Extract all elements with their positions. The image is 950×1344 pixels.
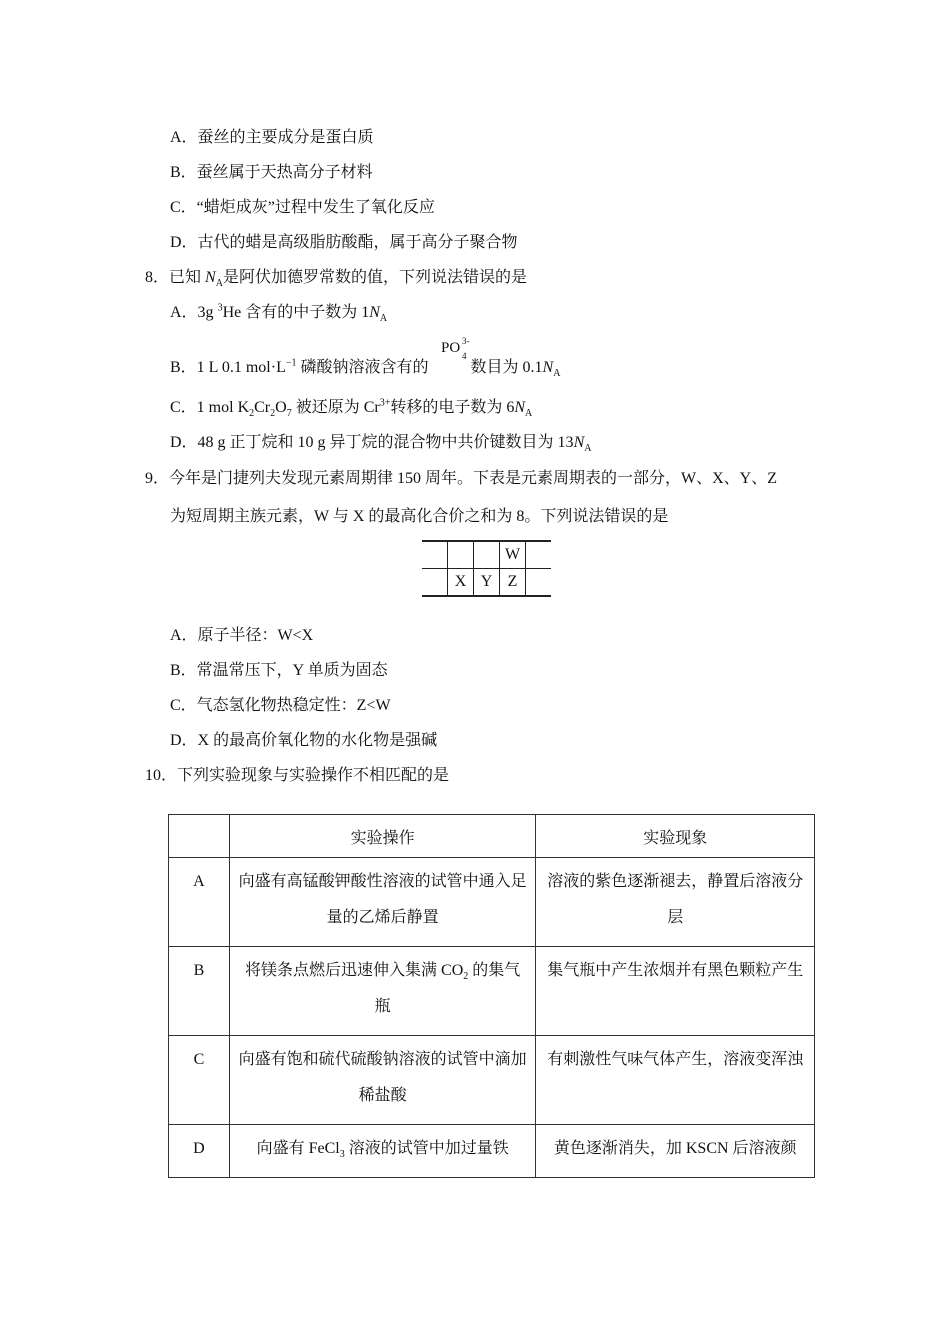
pt-cell	[422, 569, 448, 597]
q8-c-sub: A	[525, 408, 533, 420]
pt-cell-w: W	[500, 541, 526, 569]
pt-cell	[448, 541, 474, 569]
q7-option-d: D．古代的蜡是高级脂肪酸酯，属于高分子聚合物	[170, 234, 518, 251]
q9-option-c: C．气态氢化物热稳定性：Z<W	[170, 697, 391, 714]
q7-option-c: C．“蜡炬成灰”过程中发生了氧化反应	[170, 199, 435, 216]
q8-c-p4: 被还原为 Cr	[291, 399, 380, 416]
table-row	[169, 858, 815, 947]
row-b-op-post: 的集气瓶	[374, 962, 521, 1015]
row-a-phenomenon: 溶液的紫色逐渐褪去，静置后溶液分层	[536, 858, 815, 947]
q7-option-a: A．蚕丝的主要成分是蛋白质	[170, 129, 374, 146]
row-a-operation: 向盛有高锰酸钾酸性溶液的试管中通入足量的乙烯后静置	[229, 858, 535, 947]
q8-c-n: N	[514, 399, 526, 416]
row-c-operation: 向盛有饱和硫代硫酸钠溶液的试管中滴加稀盐酸	[229, 1036, 535, 1125]
row-c-phenomenon: 有刺激性气味气体产生，溶液变浑浊	[536, 1036, 815, 1125]
pt-cell	[526, 541, 552, 569]
q8-a-mid: He 含有的中子数为 1	[222, 304, 370, 321]
q8-b-sub: A	[553, 368, 561, 380]
q8-d-pre: D．48 g 正丁烷和 10 g 异丁烷的混合物中共价键数目为 13	[170, 434, 574, 451]
row-b-op-sub: 2	[463, 971, 469, 983]
row-d-phenomenon: 黄色逐渐消失，加 KSCN 后溶液颜	[536, 1125, 815, 1178]
q8-na-symbol: N	[205, 269, 216, 286]
q8-c-s3: 7	[286, 408, 292, 420]
q9-option-a: A．原子半径：W<X	[170, 627, 314, 644]
row-b-op-pre: 将镁条点燃后迅速伸入集满 CO	[245, 962, 464, 979]
pt-cell-y: Y	[474, 569, 500, 597]
q8-stem-pre: 已知	[169, 269, 206, 286]
q10-stem-text: 下列实验现象与实验操作不相匹配的是	[177, 767, 450, 784]
q8-c-sup: 3+	[379, 397, 391, 409]
pt-cell	[422, 541, 448, 569]
row-d-op-pre: 向盛有 FeCl	[256, 1140, 340, 1157]
phosphate-ion	[441, 336, 470, 361]
experiment-table	[168, 814, 815, 1178]
table-row	[169, 947, 815, 1036]
q8-b-mid: 磷酸钠溶液含有的	[296, 359, 429, 376]
q9-stem1: 今年是门捷列夫发现元素周期律 150 周年。下表是元素周期表的一部分，W、X、Y、Z	[169, 470, 778, 487]
q8-c-p3: O	[275, 399, 287, 416]
q8-a-sub: A	[379, 313, 388, 325]
pt-cell	[474, 541, 500, 569]
q10-stem	[145, 766, 449, 786]
q8-na-sub: A	[215, 278, 223, 290]
q8-b-sup: −1	[285, 357, 297, 369]
row-label-d: D	[169, 1125, 230, 1178]
row-d-operation	[229, 1125, 535, 1178]
row-b-phenomenon: 集气瓶中产生浓烟并有黑色颗粒产生	[536, 947, 815, 1036]
phosphate-ion-sub: 4	[462, 351, 467, 361]
pt-cell-x: X	[448, 569, 474, 597]
table-header-phenomenon: 实验现象	[536, 815, 815, 858]
row-d-op-post: 溶液的试管中加过量铁	[344, 1140, 509, 1157]
q8-option-b	[170, 358, 560, 378]
phosphate-ion-formula: PO	[441, 340, 461, 356]
q8-c-post: 转移的电子数为 6	[390, 399, 515, 416]
q8-c-pre: C．1 mol K	[170, 399, 250, 416]
q10-number: 10．	[145, 767, 178, 784]
q8-stem-post: 是阿伏加德罗常数的值，下列说法错误的是	[222, 269, 527, 286]
q8-c-s2: 2	[270, 408, 276, 420]
q8-stem	[145, 268, 527, 288]
q8-d-sub: A	[584, 443, 592, 455]
row-label-c: C	[169, 1036, 230, 1125]
q9-stem-line2: 为短周期主族元素，W 与 X 的最高化合价之和为 8。下列说法错误的是	[170, 508, 669, 525]
q9-stem-line1	[145, 469, 777, 489]
table-header-operation: 实验操作	[229, 815, 535, 858]
q8-a-n: N	[369, 304, 380, 321]
q8-option-c	[170, 398, 532, 418]
row-label-a: A	[169, 858, 230, 947]
q7-option-b: B．蚕丝属于天热高分子材料	[170, 164, 373, 181]
row-d-op-sub: 3	[339, 1149, 345, 1161]
q8-d-n: N	[573, 434, 585, 451]
q8-b-n: N	[542, 359, 554, 376]
periodic-table-fragment	[422, 540, 551, 597]
table-row	[169, 1036, 815, 1125]
q9-option-b: B．常温常压下，Y 单质为固态	[170, 662, 388, 679]
row-b-operation	[229, 947, 535, 1036]
phosphate-ion-charge: 3-	[462, 336, 470, 346]
table-header-blank	[169, 815, 230, 858]
q8-c-s1: 2	[249, 408, 255, 420]
q8-a-pre: A．3g	[170, 304, 218, 321]
q8-b-pre: B．1 L 0.1 mol·L	[170, 359, 286, 376]
q8-number: 8．	[145, 269, 170, 286]
q8-option-d	[170, 433, 591, 453]
pt-cell	[526, 569, 552, 597]
table-row	[169, 1125, 815, 1178]
q9-number: 9．	[145, 470, 170, 487]
row-label-b: B	[169, 947, 230, 1036]
q8-b-post: 数目为 0.1	[470, 359, 543, 376]
q8-a-sup: 3	[217, 302, 223, 314]
q8-c-p2: Cr	[254, 399, 271, 416]
pt-cell-z: Z	[500, 569, 526, 597]
q8-option-a	[170, 303, 387, 323]
q9-option-d: D．X 的最高价氧化物的水化物是强碱	[170, 732, 438, 749]
